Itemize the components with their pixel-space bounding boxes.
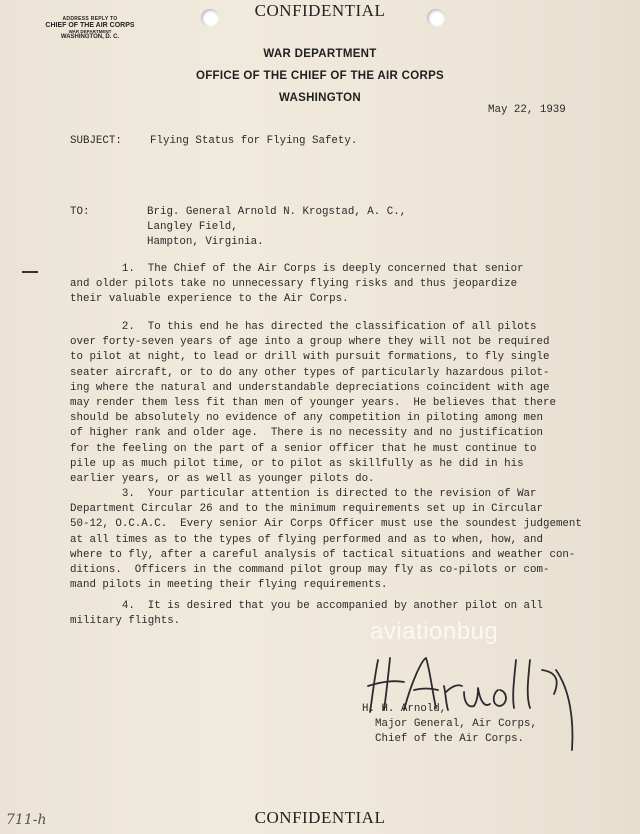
recipient-line-3: Hampton, Virginia. <box>147 236 264 248</box>
signature-rank: Major General, Air Corps, <box>375 718 537 730</box>
classification-bottom: CONFIDENTIAL <box>254 808 386 827</box>
subject-label: SUBJECT: <box>70 135 122 147</box>
address-line-2: CHIEF OF THE AIR CORPS <box>45 22 135 29</box>
recipient-line-2: Langley Field, <box>147 221 238 233</box>
margin-mark <box>22 271 38 273</box>
signature-name: H. H. Arnold, <box>362 703 447 715</box>
recipient-line-1: Brig. General Arnold N. Krogstad, A. C., <box>147 206 407 218</box>
paragraph-4: 4. It is desired that you be accompanied by another pilot on all military flights. <box>70 600 543 628</box>
paragraph-3: 3. Your particular attention is directed to the revision of War Department Circular 26 and to the minimum requirements set up in Circular 50-12, O.C.A.C. Every senior Air Corps Officer must use the soundest judgement at all times as to the types of flying performed and as to when, how, and where to fly, after a careful analysis of tactical situations and weather con- ditions. Officers in the command pilot group may fly as co-pilots or com- mand pilots in meeting their flying requirements. <box>70 488 582 592</box>
address-line-3: WAR DEPARTMENT <box>68 29 112 34</box>
address-line-1: ADDRESS REPLY TO <box>62 16 118 22</box>
letterhead-department: WAR DEPARTMENT <box>263 48 377 60</box>
address-line-4: WASHINGTON, D. C. <box>60 34 120 40</box>
paragraph-1: 1. The Chief of the Air Corps is deeply concerned that senior and older pilots take no unnecessary flying risks and thus jeopardize their valuable experience to the Air Corps. <box>70 263 524 306</box>
paragraph-2: 2. To this end he has directed the classification of all pilots over forty-seven years of age into a group where they will not be required to pilot at night, to lead or drill with pursuit formations, to fly single seater aircraft, or to do any other types of particularly hazardous pilot- ing where the natural and understandable depreciations coincident with age may render them less fit than men of younger years. He believes that there should be absolutely no evidence of any competition in piloting among men of higher rank and older age. There is no necessity and no justification for the feeling on the part of a senior officer that he must continue to pile up as much pilot time, or to pilot as skillfully as he did in his earlier years, or as well as younger pilots do. <box>70 321 556 486</box>
subject-text: Flying Status for Flying Safety. <box>150 135 358 147</box>
address-reply-block <box>20 16 160 40</box>
letterhead-office: OFFICE OF THE CHIEF OF THE AIR CORPS <box>195 70 445 82</box>
to-label: TO: <box>70 206 90 218</box>
signature-title: Chief of the Air Corps. <box>375 733 525 745</box>
handwritten-note: 711-h <box>6 812 47 828</box>
classification-top: CONFIDENTIAL <box>254 1 386 20</box>
letter-date: May 22, 1939 <box>488 104 566 116</box>
letterhead-city: WASHINGTON <box>278 92 361 104</box>
watermark: aviationbug <box>370 618 499 645</box>
